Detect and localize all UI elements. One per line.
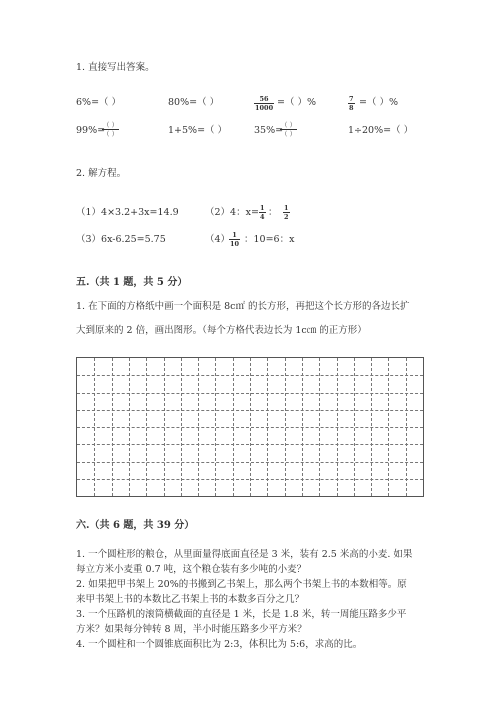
equation-1: （1）4×3.2+3x=14.9 <box>76 207 179 218</box>
equation-4-prefix: （4） <box>205 234 231 245</box>
equation-2-fraction-1-4 <box>259 204 266 221</box>
fraction-denominator: （ ） <box>103 130 119 138</box>
equation-4-fraction-1-10 <box>229 231 240 248</box>
section1-title: 1. 直接写出答案。 <box>76 62 155 73</box>
fraction-denominator: 4 <box>260 213 265 221</box>
equation-2-prefix: （2）4：x= <box>205 207 259 218</box>
equation-3: （3）6x-6.25=5.75 <box>76 234 166 245</box>
grid-horizontal-line <box>77 479 423 480</box>
q1-blank-fraction-35 <box>280 121 297 138</box>
fraction-numerator: 7 <box>349 95 354 103</box>
grid-horizontal-line <box>77 462 423 463</box>
fraction-denominator: 2 <box>284 213 289 221</box>
equation-2-fraction-1-2 <box>283 204 290 221</box>
fraction-denominator: （ ） <box>281 130 297 138</box>
fraction-numerator: （ ） <box>281 121 297 129</box>
fraction-denominator: 1000 <box>255 104 274 112</box>
q1-fraction-7-8 <box>348 95 355 112</box>
equation-4-suffix: ：10=6：x <box>244 234 295 245</box>
section2-title: 2. 解方程。 <box>76 168 127 179</box>
q1-item-6pct: 6%=（ ） <box>76 97 122 108</box>
q1-fraction-56-1000 <box>254 95 274 112</box>
section5-question-line-2: 大到原来的 2 倍，画出图形。（每个方格代表边长为 1c㎝ 的正方形） <box>76 325 367 336</box>
q1-blank-fraction-99 <box>102 121 119 138</box>
fraction-numerator: 1 <box>284 204 289 212</box>
section6-heading: 六.（共 6 题，共 39 分） <box>76 520 195 531</box>
grid-horizontal-line <box>77 375 423 376</box>
grid-horizontal-line <box>77 393 423 394</box>
section5-question-line-1: 1. 在下面的方格纸中画一个面积是 8c㎡ 的长方形，再把这个长方形的各边长扩 <box>76 301 410 312</box>
grid-horizontal-line <box>77 410 423 411</box>
equation-2-separator: ： <box>268 207 278 218</box>
q1-item-7-8-suffix: =（ ）% <box>359 97 399 108</box>
fraction-numerator: 1 <box>260 204 265 212</box>
fraction-numerator: 1 <box>232 231 237 239</box>
q1-item-80pct: 80%=（ ） <box>168 97 220 108</box>
q1-item-1-plus-5pct: 1+5%=（ ） <box>168 125 228 136</box>
section6-line-4: 来甲书架上书的本数比乙书架上书的本数多百分之几？ <box>76 594 305 605</box>
grid-horizontal-line <box>77 427 423 428</box>
section5-heading: 五.（共 1 题，共 5 分） <box>76 277 188 288</box>
fraction-denominator: 10 <box>230 240 240 248</box>
section6-line-2: 每立方米小麦重 0.7 吨，这个粮仓装有多少吨的小麦？ <box>76 564 307 575</box>
square-grid-paper[interactable] <box>76 357 424 497</box>
q1-item-56-suffix: =（ ）% <box>277 97 317 108</box>
section6-line-5: 3. 一个压路机的滚筒横截面的直径是 1 米，长是 1.8 米，转一周能压路多少平 <box>76 609 407 620</box>
q1-item-99pct-prefix: 99%= <box>76 125 106 136</box>
q1-item-35pct-prefix: 35%= <box>254 125 284 136</box>
section6-line-1: 1. 一个圆柱形的粮仓，从里面量得底面直径是 3 米，装有 2.5 米高的小麦. 如果 <box>76 549 413 560</box>
q1-item-1-div-20pct: 1÷20%=（ ） <box>348 125 414 136</box>
fraction-denominator: 8 <box>349 104 354 112</box>
fraction-numerator: 56 <box>259 95 269 103</box>
grid-horizontal-line <box>77 444 423 445</box>
section6-line-6: 方米？如果每分钟转 8 周，半小时能压路多少平方米？ <box>76 624 307 635</box>
section6-line-7: 4. 一个圆柱和一个圆锥底面积比为 2:3，体积比为 5:6，求高的比。 <box>76 639 363 650</box>
section6-line-3: 2. 如果把甲书架上 20%的书搬到乙书架上，那么两个书架上书的本数相等。原 <box>76 579 407 590</box>
fraction-numerator: （ ） <box>103 121 119 129</box>
